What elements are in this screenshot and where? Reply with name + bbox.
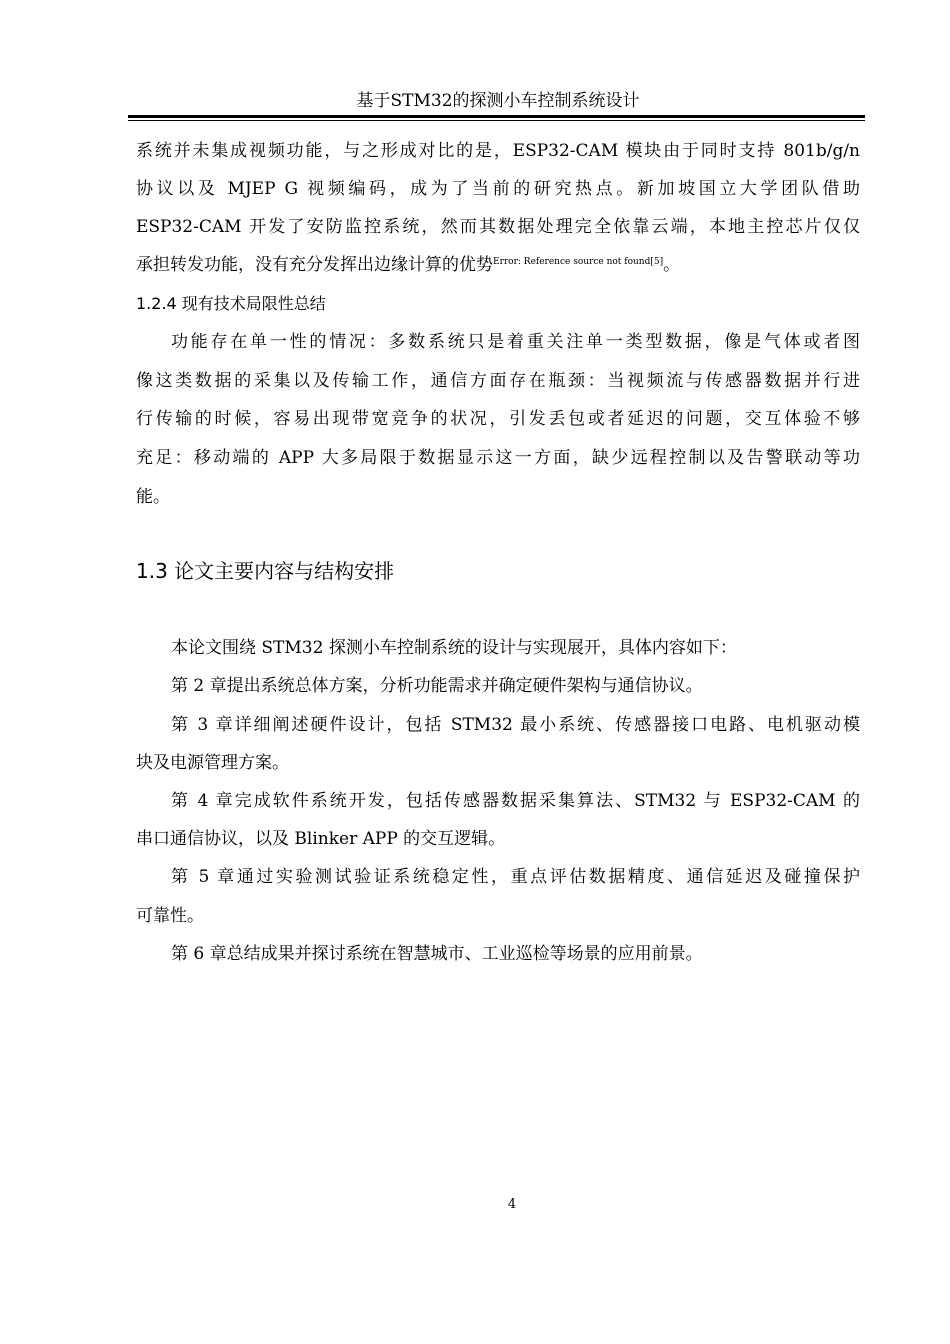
- paragraph-line: 功能存在单一性的情况：多数系统只是着重关注单一类型数据，像是气体或者图: [171, 332, 860, 352]
- chapter-3-line: 块及电源管理方案。: [136, 753, 289, 773]
- header-rule-thick: [128, 115, 865, 118]
- chapter-5-line: 第 5 章通过实验测试验证系统稳定性，重点评估数据精度、通信延迟及碰撞保护: [171, 867, 860, 887]
- chapter-4-line: 第 4 章完成软件系统开发，包括传感器数据采集算法、STM32 与 ESP32-CAM 的: [171, 791, 860, 811]
- running-header-title: 基于STM32的探测小车控制系统设计: [356, 91, 640, 111]
- paragraph-line-last: [136, 253, 680, 277]
- paragraph-line: 行传输的时候，容易出现带宽竞争的状况，引发丢包或者延迟的问题，交互体验不够: [136, 409, 860, 429]
- paragraph-line: 系统并未集成视频功能，与之形成对比的是，ESP32-CAM 模块由于同时支持 801b/g/n: [136, 141, 860, 161]
- chapter-3-line: 第 3 章详细阐述硬件设计，包括 STM32 最小系统、传感器接口电路、电机驱动模: [171, 715, 861, 735]
- paragraph-line: 像这类数据的采集以及传输工作，通信方面存在瓶颈：当视频流与传感器数据并行进: [136, 371, 860, 391]
- chapter-2-line: 第 2 章提出系统总体方案，分析功能需求并确定硬件架构与通信协议。: [171, 676, 703, 696]
- paragraph-line-text: 承担转发功能，没有充分发挥出边缘计算的优势: [136, 255, 493, 275]
- chapter-4-line: 串口通信协议，以及 Blinker APP 的交互逻辑。: [136, 829, 506, 849]
- section-heading: 1.3 论文主要内容与结构安排: [136, 559, 395, 583]
- citation-error: Error: Reference source not found[5]: [493, 257, 664, 267]
- subsection-heading: 1.2.4 现有技术局限性总结: [136, 294, 326, 313]
- paragraph-line: 本论文围绕 STM32 探测小车控制系统的设计与实现展开，具体内容如下：: [171, 638, 737, 658]
- chapter-5-line: 可靠性。: [136, 906, 204, 926]
- page-number: 4: [507, 1197, 517, 1212]
- header-rule-thin: [128, 120, 865, 121]
- paragraph-line: 协议以及 MJEP G 视频编码，成为了当前的研究热点。新加坡国立大学团队借助: [136, 179, 860, 199]
- end-punct: 。: [663, 255, 681, 275]
- paragraph-line: 能。: [136, 487, 170, 507]
- paragraph-line: 充足：移动端的 APP 大多局限于数据显示这一方面，缺少远程控制以及告警联动等功: [136, 448, 860, 468]
- paragraph-line: ESP32-CAM 开发了安防监控系统，然而其数据处理完全依靠云端，本地主控芯片仅仅: [136, 217, 860, 237]
- chapter-6-line: 第 6 章总结成果并探讨系统在智慧城市、工业巡检等场景的应用前景。: [171, 944, 703, 964]
